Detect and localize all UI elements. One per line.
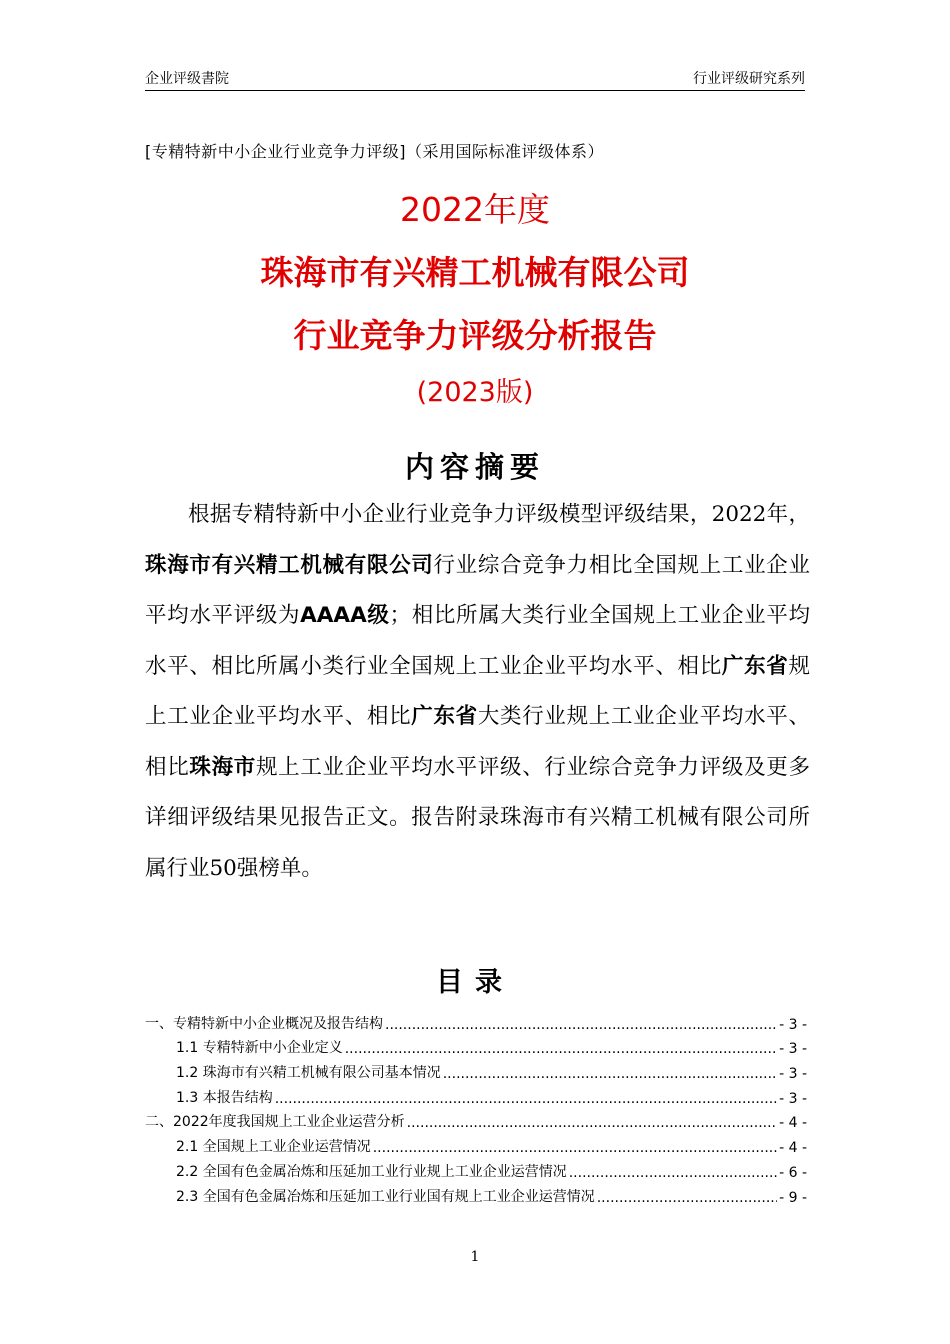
report-tagline: [专精特新中小企业行业竞争力评级]（采用国际标准评级体系） bbox=[145, 142, 604, 161]
toc-entry-label: 2.1 全国规上工业企业运营情况 bbox=[176, 1139, 371, 1156]
abstract-text-5: 大类行业规上工业企业平均水平、相比 bbox=[145, 704, 810, 780]
toc-entry[interactable] bbox=[145, 1057, 807, 1082]
abstract-text-6: 规上工业企业平均水平评级、行业综合竞争力评级及更多详细评级结果见报告正文。报告附录珠海市有兴精工机械有限公司所属行业50强榜单。 bbox=[145, 754, 810, 881]
toc-entry-page: - 3 - bbox=[779, 1016, 807, 1033]
toc-entry-label: 二、2022年度我国规上工业企业运营分析 bbox=[145, 1114, 405, 1131]
toc-entry-page: - 3 - bbox=[779, 1090, 807, 1107]
toc-leader bbox=[385, 1017, 777, 1033]
toc-entry-page: - 6 - bbox=[779, 1164, 807, 1181]
toc-heading: 目录 bbox=[436, 967, 514, 998]
title-edition: (2023版) bbox=[416, 377, 534, 408]
abstract-grade: AAAA级 bbox=[300, 603, 390, 628]
toc-entry-label: 2.3 全国有色金属冶炼和压延加工业行业国有规上工业企业运营情况 bbox=[176, 1188, 595, 1205]
toc-entry-page: - 4 - bbox=[779, 1115, 807, 1132]
toc-entry[interactable] bbox=[145, 1107, 807, 1132]
toc-entry-page: - 3 - bbox=[779, 1066, 807, 1083]
toc-entry-label: 2.2 全国有色金属冶炼和压延加工业行业规上工业企业运营情况 bbox=[176, 1163, 567, 1180]
toc-entry-page: - 9 - bbox=[779, 1189, 807, 1206]
abstract-heading: 内容摘要 bbox=[404, 450, 545, 484]
toc-entry[interactable] bbox=[145, 1082, 807, 1107]
title-company: 珠海市有兴精工机械有限公司 bbox=[260, 253, 690, 292]
toc-entry-label: 1.2 珠海市有兴精工机械有限公司基本情况 bbox=[176, 1065, 441, 1082]
toc-entry-label: 一、专精特新中小企业概况及报告结构 bbox=[145, 1015, 383, 1032]
title-year: 2022年度 bbox=[400, 190, 550, 229]
page-header bbox=[145, 68, 805, 91]
title-report: 行业竞争力评级分析报告 bbox=[293, 316, 657, 355]
toc-leader bbox=[569, 1165, 777, 1181]
page-number: 1 bbox=[470, 1249, 480, 1265]
toc-leader bbox=[597, 1190, 777, 1206]
abstract-text-4: 规上工业企业平均水平、相比 bbox=[145, 653, 810, 729]
abstract-province-1: 广东省 bbox=[721, 653, 789, 679]
toc-entry-page: - 4 - bbox=[779, 1140, 807, 1157]
toc-entry[interactable] bbox=[145, 1156, 807, 1181]
abstract-text-3: ；相比所属大类行业全国规上工业企业平均水平、相比所属小类行业全国规上工业企业平均水平、相比 bbox=[145, 603, 810, 679]
abstract-text-2: 行业综合竞争力相比全国规上工业企业平均水平评级为 bbox=[145, 552, 810, 628]
toc-entry[interactable] bbox=[145, 1131, 807, 1156]
toc-leader bbox=[407, 1115, 777, 1131]
toc-entry[interactable] bbox=[145, 1181, 807, 1206]
toc-entry-page: - 3 - bbox=[779, 1041, 807, 1058]
abstract-city: 珠海市 bbox=[189, 754, 256, 780]
toc-leader bbox=[345, 1041, 777, 1057]
toc-entry-label: 1.1 专精特新中小企业定义 bbox=[176, 1040, 343, 1057]
header-left: 企业评级書院 bbox=[145, 71, 229, 87]
toc-leader bbox=[373, 1140, 777, 1156]
toc-entry-label: 1.3 本报告结构 bbox=[176, 1089, 273, 1106]
abstract-company: 珠海市有兴精工机械有限公司 bbox=[145, 552, 434, 578]
toc-entry[interactable] bbox=[145, 1033, 807, 1058]
abstract-text-1: 根据专精特新中小企业行业竞争力评级模型评级结果，2022年， bbox=[188, 502, 810, 527]
toc-entry[interactable] bbox=[145, 1008, 807, 1033]
toc-leader bbox=[275, 1091, 777, 1107]
abstract-body bbox=[145, 490, 810, 894]
abstract-province-2: 广东省 bbox=[411, 704, 478, 729]
toc-leader bbox=[443, 1066, 777, 1082]
table-of-contents bbox=[145, 1008, 807, 1206]
header-right: 行业评级研究系列 bbox=[693, 71, 805, 87]
